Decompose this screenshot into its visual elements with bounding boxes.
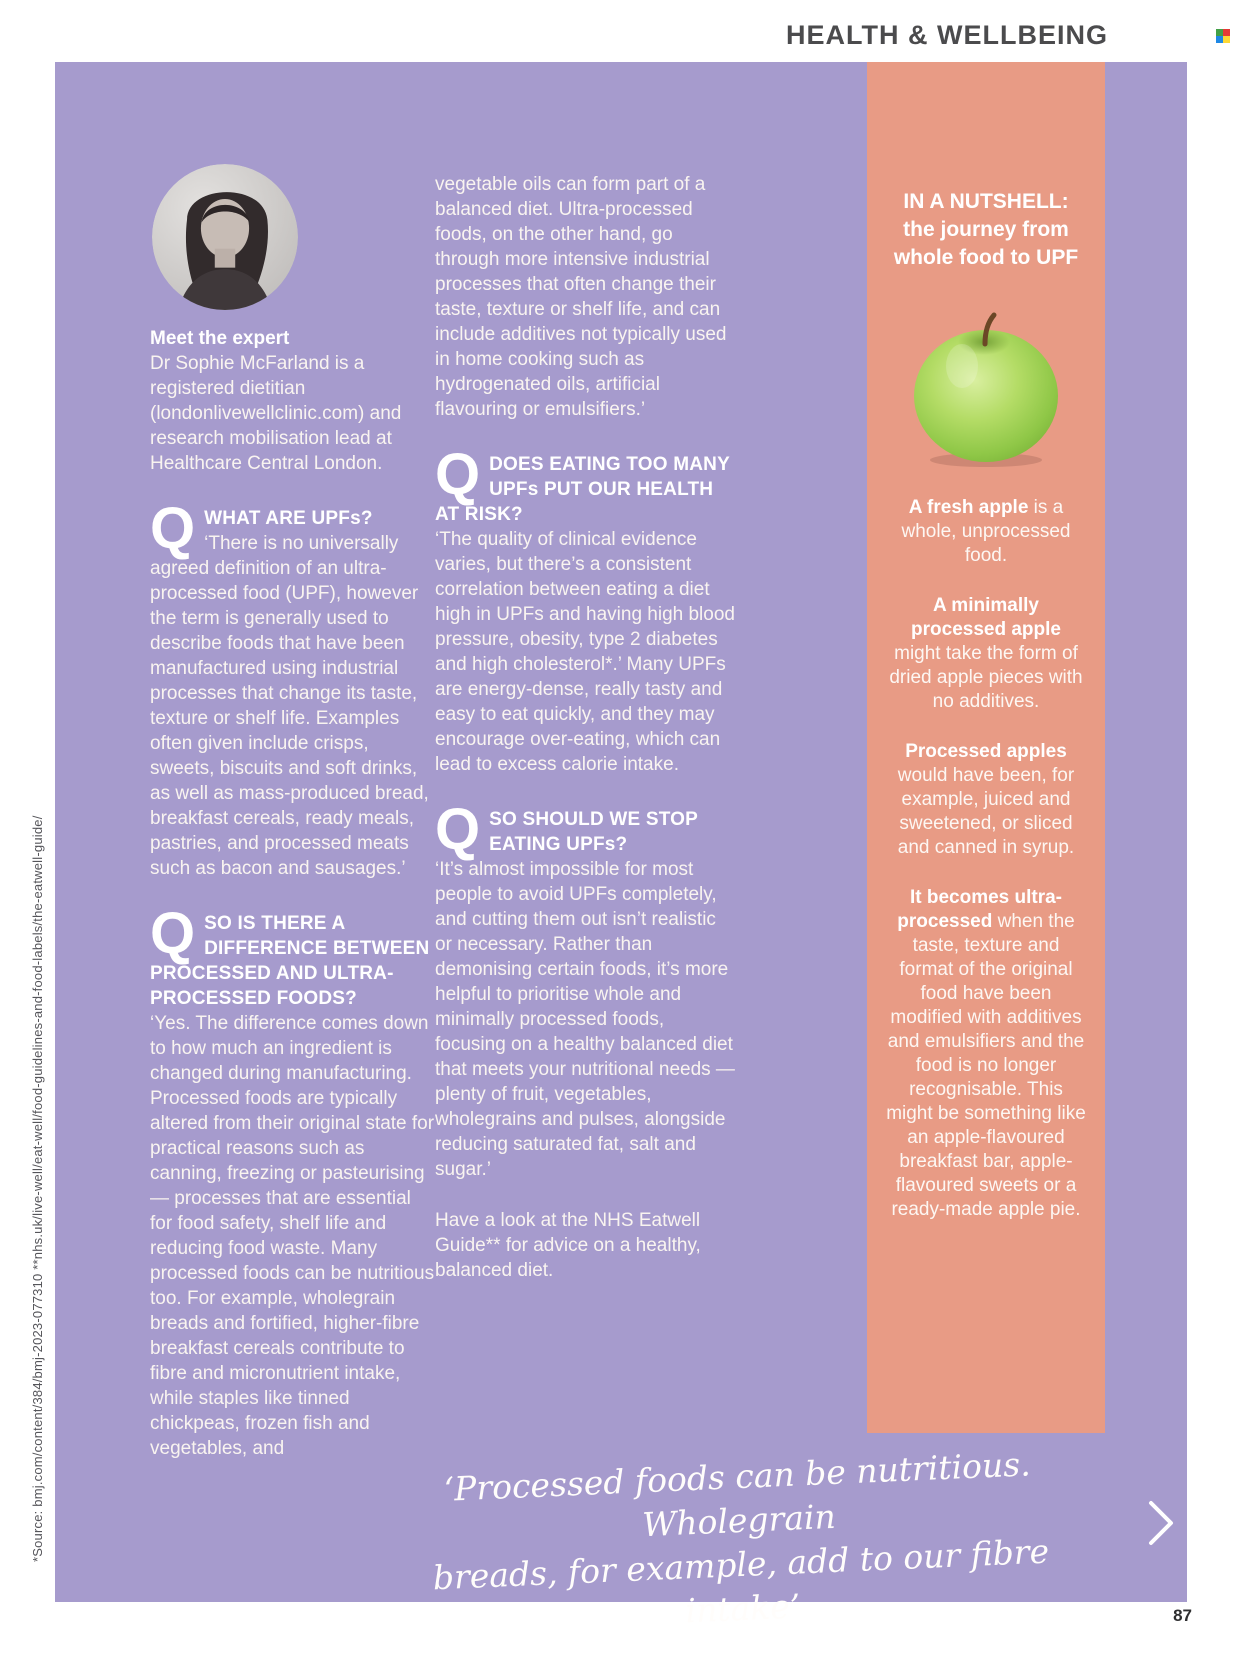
qa-heading: SO IS THERE A DIFFERENCE BETWEEN PROCESSED AND ULTRA-PROCESSED FOODS? — [150, 913, 430, 1009]
q-dropcap: Q — [435, 442, 481, 507]
qa-body: ‘It’s almost impossible for most people to avoid UPFs completely, and cutting them out isn’t realistic or necessary. Rather than demonising certain foods, it’s more helpful to prioritise whole and minimally processed foods, focusing on a healthy balanced diet that meets your nutritional needs — plenty of fruit, vegetables, wholegrains and pulses, alongside reducing saturated fat, salt and sugar.’ — [435, 859, 735, 1180]
q-dropcap: Q — [150, 901, 196, 966]
q-dropcap: Q — [435, 797, 481, 862]
next-page-arrow-icon[interactable] — [1148, 1500, 1174, 1546]
nutshell-item-minimally-processed: A minimally processed apple might take the form of dried apple pieces with no additives. — [889, 595, 1083, 712]
page-number: 87 — [1173, 1606, 1192, 1625]
expert-photo — [152, 164, 298, 310]
qa-section-health-risk — [435, 442, 738, 777]
expert-bio-text: Dr Sophie McFarland is a registered dietitian (londonlivewellclinic.com) and research mobilisation lead at Healthcare Central London. — [150, 353, 402, 474]
nutshell-panel — [867, 62, 1105, 1433]
page-title: HEALTH & WELLBEING — [786, 20, 1108, 50]
middle-column — [435, 172, 738, 1283]
expert-bio — [150, 326, 438, 476]
qa-body: ‘The quality of clinical evidence varies, but there’s a consistent correlation between eating a diet high in UPFs and having high blood pressure, obesity, type 2 diabetes and high cholesterol*.’ Many UPFs are energy-dense, really tasty and easy to eat quickly, and they may encourage over-eating, which can lead to excess calorie intake. — [435, 529, 735, 775]
pull-quote-line1: ‘Processed foods can be nutritious. Wholegrain — [442, 1444, 1032, 1545]
q-dropcap: Q — [150, 496, 196, 561]
source-citation: *Source: bmj.com/content/384/bmj-2023-077310 **nhs.uk/live-well/eat-well/food-guidelines-and-food-labels/the-eatwell-guide/ — [30, 815, 45, 1562]
qa-body-continuation: vegetable oils can form part of a balanced diet. Ultra-processed foods, on the other hand, go through more intensive industrial processes that often change their taste, texture or shelf life, and can include additives not typically used in home cooking such as hydrogenated oils, artificial flavouring or emulsifiers.’ — [435, 174, 727, 420]
nutshell-item-fresh: A fresh apple is a whole, unprocessed food. — [901, 497, 1071, 566]
eatwell-guide-note: Have a look at the NHS Eatwell Guide** for advice on a healthy, balanced diet. — [435, 1210, 701, 1281]
green-apple-image — [906, 308, 1066, 468]
brand-mark-icon — [1216, 29, 1230, 43]
nutshell-item-ultra-processed: It becomes ultra-processed when the taste, texture and format of the original food have been modified with additives and emulsifiers and the food is no longer recognisable. This might be something like an apple-flavoured breakfast bar, apple-flavoured sweets or a ready-made apple pie. — [886, 887, 1086, 1220]
qa-body: ‘There is no universally agreed definition of an ultra-processed food (UPF), however the term is generally used to describe foods that have been manufactured using industrial processes that change its taste, texture or shelf life. Examples often given include crisps, sweets, biscuits and soft drinks, as well as mass-produced bread, breakfast cereals, ready meals, pastries, and processed meats such as bacon and sausages.’ — [150, 533, 429, 879]
expert-label: Meet the expert — [150, 328, 290, 349]
qa-heading: DOES EATING TOO MANY UPFs PUT OUR HEALTH AT RISK? — [435, 454, 730, 525]
pull-quote — [372, 1439, 1109, 1647]
qa-section-difference — [150, 901, 438, 1461]
nutshell-item-processed: Processed apples would have been, for example, juiced and sweetened, or sliced and canned in syrup. — [897, 741, 1075, 858]
pull-quote-line2: breads, for example, add to our fibre intake’ — [432, 1531, 1050, 1631]
qa-body: ‘Yes. The difference comes down to how much an ingredient is changed during manufacturing. Processed foods are typically altered from their original state for practical reasons such as canning, freezing or pasteurising — processes that are essential for food safety, shelf life and reducing food waste. Many processed foods can be nutritious too. For example, wholegrain breads and fortified, higher-fibre breakfast cereals contribute to fibre and micronutrient intake, while staples like tinned chickpeas, frozen fish and vegetables, and — [150, 1013, 435, 1459]
qa-section-stop-eating — [435, 797, 738, 1182]
nutshell-title: IN A NUTSHELL: the journey from whole food to UPF — [893, 190, 1079, 269]
qa-heading: WHAT ARE UPFs? — [204, 508, 373, 529]
qa-section-what-are-upfs — [150, 496, 438, 881]
nutshell-items — [867, 496, 1105, 1222]
qa-heading: SO SHOULD WE STOP EATING UPFs? — [489, 809, 698, 855]
left-column — [150, 162, 438, 1461]
